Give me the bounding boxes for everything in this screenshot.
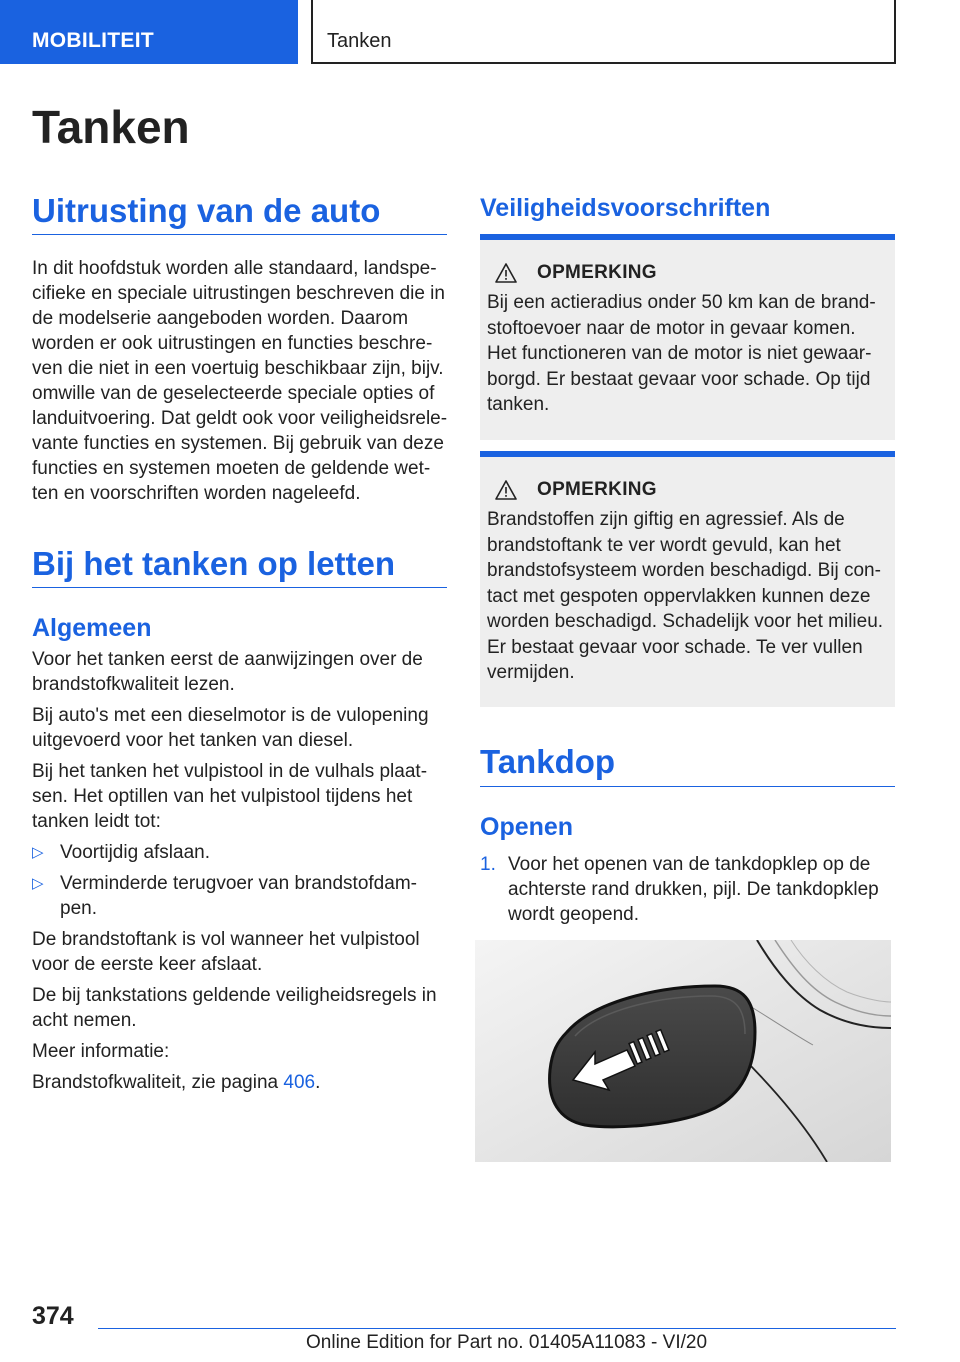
heading-rule [480,786,895,787]
note-text: Bij een actieradius onder 50 km kan de brand- stoftoevoer naar de motor in gevaar komen. Het functioneren van de motor is niet gewaar- borgd. Er bestaat gevaar voor schade. Op tijd tanken. [487,292,876,415]
warning-note [480,234,895,440]
page-link[interactable]: 406 [283,1072,316,1093]
footer-rule [98,1328,896,1329]
warning-note [480,451,895,707]
triangle-bullet-icon: ▷ [32,844,44,861]
list-item: ▷ Voortijdig afslaan. [32,842,210,863]
page-title: Tanken [32,101,190,153]
note-text: Brandstoffen zijn giftig en agressief. Als de brandstoftank te ver wordt gevuld, kan het brandstofsysteem worden beschadigd. Bij con- tact met gespoten oppervlakken kunnen deze worden beschadigd. Schadelijk voor het milieu. Er bestaat gevaar voor schade. Te ver vullen vermijden. [487,509,884,683]
list-item: 1. Voor het openen van de tankdopklep op de achterste rand drukken, pijl. De tankdopklep wordt geopend. [480,854,879,925]
note-title: OPMERKING [537,262,657,283]
steps-list [480,852,895,927]
heading-refuel: Bij het tanken op letten [32,545,396,582]
triangle-bullet-icon: ▷ [32,875,44,892]
paragraph: Voor het tanken eerst de aanwijzingen over de brandstofkwaliteit lezen. [32,649,423,695]
warning-triangle-icon [495,480,517,500]
paragraph: Bij het tanken het vulpistool in de vulhals plaat- sen. Het optillen van het vulpistool tijdens het tanken leidt tot: [32,761,428,832]
section-tab[interactable]: MOBILITEIT [0,0,298,64]
more-info-label: Meer informatie: [32,1041,170,1062]
page-number: 374 [32,1302,74,1330]
subheading-open: Openen [480,813,574,841]
fuel-cap-illustration [475,940,891,1162]
list-item: ▷ Verminderde terugvoer van brandstofdam- pen. [32,873,417,919]
note-title: OPMERKING [537,479,657,500]
fuel-flap-image [475,940,891,1162]
paragraph: De brandstoftank is vol wanneer het vulpistool voor de eerste keer afslaat. [32,929,420,975]
topic-tab[interactable]: Tanken [311,0,896,64]
cross-reference: Brandstofkwaliteit, zie pagina 406. [32,1072,321,1093]
heading-safety: Veiligheidsvoorschriften [480,194,771,222]
subheading-general: Algemeen [32,614,152,642]
edition-info: Online Edition for Part no. 01405A11083 - VI/20 [306,1332,708,1353]
heading-rule [32,587,447,588]
heading-rule [32,234,447,235]
heading-fuel-cap: Tankdop [480,743,616,780]
equipment-paragraph: In dit hoofdstuk worden alle standaard, landspe- cifieke en speciale uitrustingen beschreven die in de modelserie aangeboden worden. Daarom worden er ook uitrustingen en functies beschre- ven die niet in een voertuig beschikbaar zijn, bijv. omwille van de geselecteerde speciale opties of landuitvoering. Dat geldt ook voor veiligheidsrele- vante functies en systemen. Bij gebruik van deze functies en systemen moeten de geldende wet- ten en voorschriften worden nageleefd. [32,258,448,504]
refuel-section [32,614,452,1101]
paragraph: De bij tankstations geldende veiligheidsregels in acht nemen. [32,985,437,1031]
heading-equipment: Uitrusting van de auto [32,192,381,229]
warning-triangle-icon [495,263,517,283]
paragraph: Bij auto's met een dieselmotor is de vulopening uitgevoerd voor het tanken van diesel. [32,705,429,751]
